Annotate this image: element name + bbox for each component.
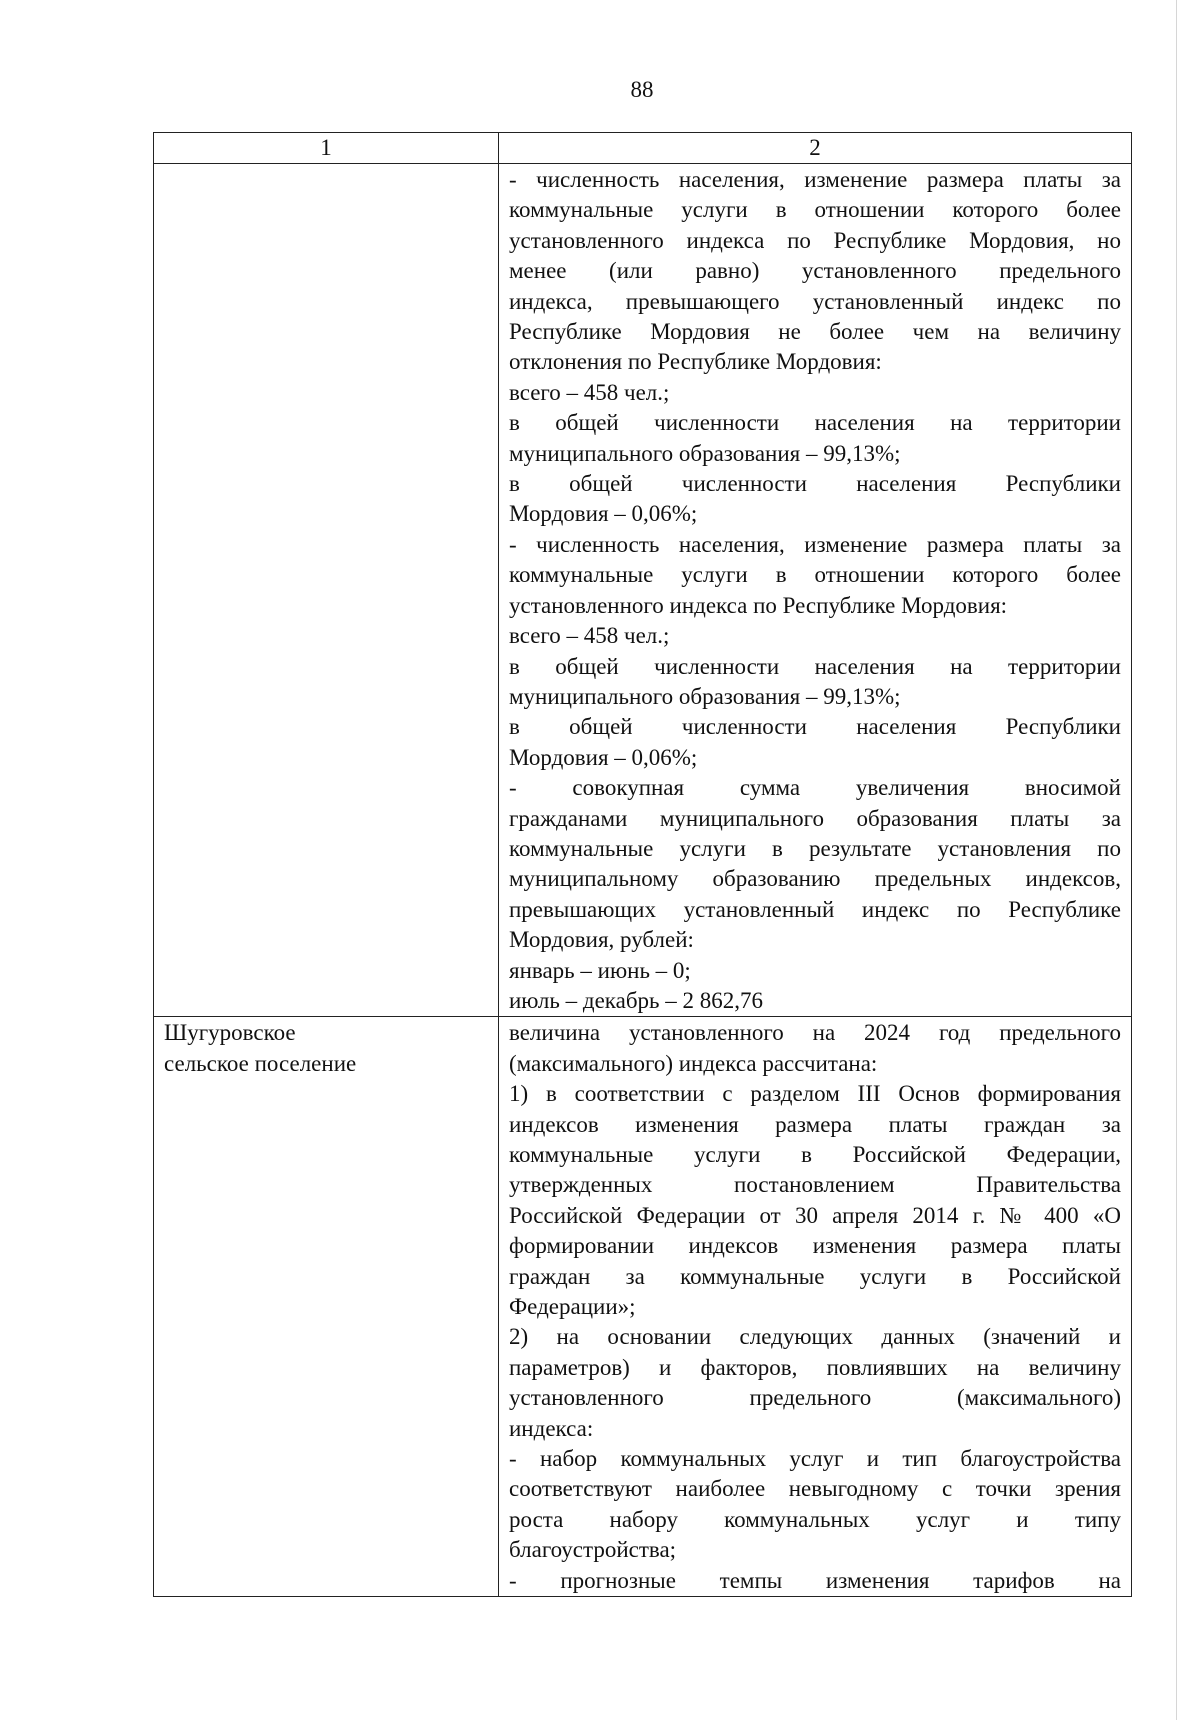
text-line: - численность населения, изменение размера платы за xyxy=(509,167,1121,192)
text-line: 1) в соответствии с разделом III Основ формирования xyxy=(509,1081,1121,1107)
row-2-col-1 xyxy=(154,1017,499,1597)
table-row xyxy=(154,1017,1132,1597)
text-line: Российской Федерации от 30 апреля 2014 г. № 400 «О xyxy=(509,1202,1121,1228)
text-line: в общей численности населения Республики xyxy=(509,471,1121,497)
text-line: благоустройства; xyxy=(509,1537,677,1563)
text-line: июль – декабрь – 2 862,76 xyxy=(509,987,764,1013)
text-line: в общей численности населения Республики xyxy=(509,714,1121,740)
text-line: индексов изменения размера платы граждан за xyxy=(509,1111,1121,1137)
text-line: коммунальные услуги в отношении которого более xyxy=(509,197,1121,223)
text-line: установленного предельного (максимального) xyxy=(509,1385,1121,1411)
text-line: (максимального) индекса рассчитана: xyxy=(509,1050,878,1076)
text-line: менее (или равно) установленного предельного xyxy=(509,258,1121,284)
text-line: превышающих установленный индекс по Республике xyxy=(509,896,1121,922)
text-line: граждан за коммунальные услуги в Российской xyxy=(509,1263,1121,1289)
text-line: формировании индексов изменения размера платы xyxy=(509,1233,1121,1259)
text-line: муниципального образования – 99,13%; xyxy=(509,440,901,466)
text-line: коммунальные услуги в Российской Федерации, xyxy=(509,1142,1121,1167)
text-line: установленного индекса по Республике Мордовия, но xyxy=(509,227,1121,253)
text-line: Мордовия, рублей: xyxy=(509,927,694,953)
text-line: коммунальные услуги в результате установления по xyxy=(509,835,1121,861)
text-line: в общей численности населения на территории xyxy=(509,410,1121,436)
text-line: Республике Мордовия не более чем на величину xyxy=(509,319,1121,345)
text-line: величина установленного на 2024 год предельного xyxy=(509,1020,1121,1046)
text-line: муниципального образования – 99,13%; xyxy=(509,683,901,709)
text-line: муниципальному образованию предельных индексов, xyxy=(509,866,1121,892)
row-1-col-1 xyxy=(154,164,499,1017)
text-line: - набор коммунальных услуг и тип благоустройства xyxy=(509,1446,1121,1472)
scan-edge-line xyxy=(1176,0,1177,1720)
text-line: всего – 458 чел.; xyxy=(509,379,670,405)
settlement-name-line: Шугуровское xyxy=(164,1020,296,1046)
row-1-col-2 xyxy=(499,164,1132,1017)
text-line: январь – июнь – 0; xyxy=(509,957,691,983)
text-line: - численность населения, изменение размера платы за xyxy=(509,531,1121,557)
text-line: в общей численности населения на территории xyxy=(509,653,1121,679)
text-line: индекса: xyxy=(509,1415,594,1441)
text-line: параметров) и факторов, повлиявших на величину xyxy=(509,1354,1121,1380)
settlement-name-line: сельское поселение xyxy=(164,1050,357,1076)
text-line: утвержденных постановлением Правительства xyxy=(509,1172,1121,1198)
text-line: установленного индекса по Республике Мордовия: xyxy=(509,592,1008,618)
text-line: коммунальные услуги в отношении которого более xyxy=(509,562,1121,588)
text-line: Мордовия – 0,06%; xyxy=(509,744,698,770)
text-line: соответствуют наиболее невыгодному с точки зрения xyxy=(509,1476,1121,1502)
text-line: роста набору коммунальных услуг и типу xyxy=(509,1506,1121,1532)
column-header-1: 1 xyxy=(154,133,499,164)
column-header-2: 2 xyxy=(499,133,1132,164)
text-line: всего – 458 чел.; xyxy=(509,623,670,649)
text-line: Мордовия – 0,06%; xyxy=(509,501,698,527)
page-number: 88 xyxy=(630,77,654,102)
text-line: отклонения по Республике Мордовия: xyxy=(509,349,882,375)
text-line: гражданами муниципального образования платы за xyxy=(509,805,1121,831)
text-line: 2) на основании следующих данных (значений и xyxy=(509,1324,1121,1350)
document-table xyxy=(153,132,1132,1597)
row-2-col-2 xyxy=(499,1017,1132,1597)
text-line: Федерации»; xyxy=(509,1294,636,1320)
text-line: - совокупная сумма увеличения вносимой xyxy=(509,775,1121,801)
text-line: - прогнозные темпы изменения тарифов на xyxy=(509,1567,1121,1593)
table-header-row xyxy=(154,133,1132,164)
text-line: индекса, превышающего установленный индекс по xyxy=(509,288,1121,314)
table-row xyxy=(154,164,1132,1017)
